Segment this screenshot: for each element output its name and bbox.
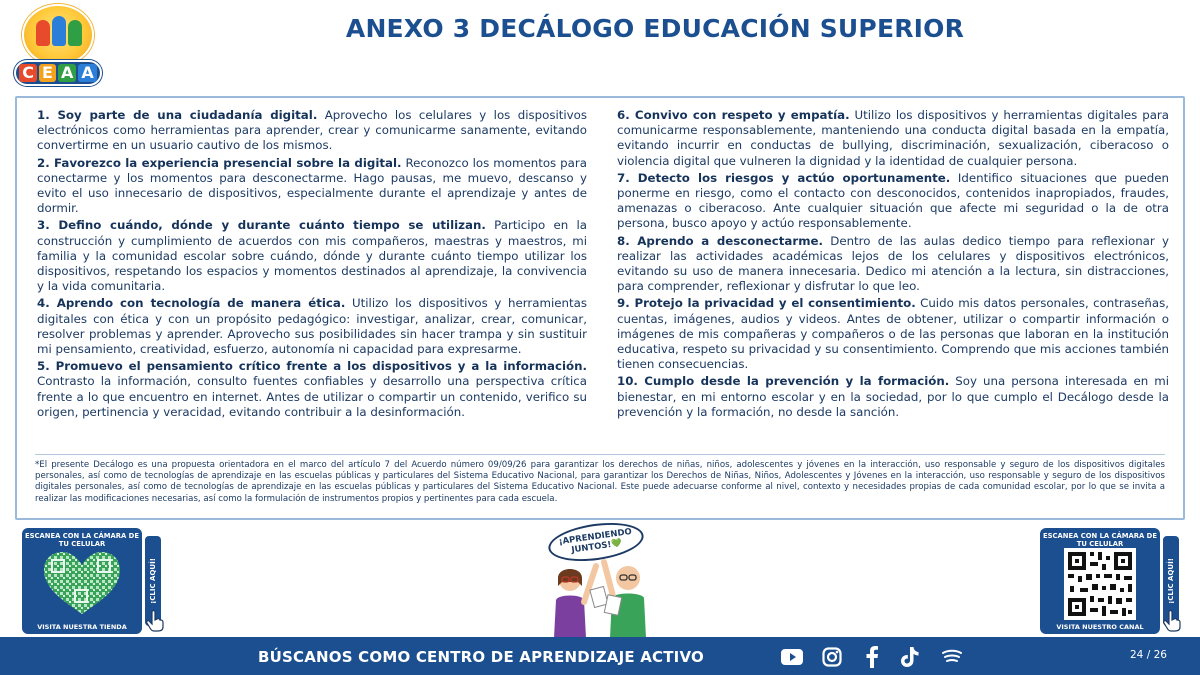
store-qr-card[interactable] [22, 528, 142, 634]
decalogo-item-1: 1. Soy parte de una ciudadanía digital. Aprovecho los celulares y los dispositivos electrónicos como herramientas para aprender, crear y comunicarme sanamente, evitando convertirme en un usuario cautivo de los mismos. [37, 108, 587, 153]
click-tab-label: ¡CLIC AQUÍ! [1167, 558, 1176, 604]
pointer-hand-icon [1163, 610, 1181, 636]
qr-caption-bottom: VISITA NUESTRO CANAL [1056, 623, 1144, 631]
footnote: *El presente Decálogo es una propuesta orientadora en el marco del artículo 7 del Acuerdo número 09/09/26 para garantizar los derechos de niñas, niños, adolescentes y jóvenes en la interacción, uso responsable y seguro de los dispositivos digitales personales, así como de tecnologías de aprendizaje en las escuelas públicas y particulares del Sistema Educativo Nacional, para garantizar los Derechos de Niñas, Niños, Adolescentes y Jóvenes en la interacción, uso responsable y seguro de los dispositivos digitales personales, así como de tecnologías de aprendizaje en las escuelas públicas y particulares del Sistema Educativo Nacional. Este puede adecuarse conforme al nivel, contexto y necesidades propias de cada comunidad escolar, por lo que se invita a realizar las modificaciones necesarias, así como la formulación de instrumentos propios y pertinentes para cada escuela. [35, 460, 1165, 504]
decalogo-item-6: 6. Convivo con respeto y empatía. Utilizo los dispositivos y herramientas digitales para comunicarme responsablemente, manteniendo una conducta digital basada en la empatía, evitando incurrir en conductas de bullying, discriminación, sexualización, ciberacoso o violencia digital que vulneren la dignidad y la identidad de cualquier persona. [617, 108, 1170, 168]
podcast-icon[interactable] [940, 645, 964, 669]
decalogo-item-3: 3. Defino cuándo, dónde y durante cuánto tiempo se utilizan. Participo en la construcción y cumplimiento de acuerdos con mis compañeros, maestras y maestros, mi familia y la comunidad escolar sobre cuándo, dónde y durante cuánto tiempo utilizar los dispositivos, respetando los espacios y momentos destinados al aprendizaje, la convivencia y la vida comunitaria. [37, 218, 587, 294]
decalogo-column-left [37, 108, 587, 422]
qr-caption-bottom: VISITA NUESTRA TIENDA [37, 623, 127, 631]
facebook-icon[interactable] [860, 645, 884, 669]
decalogo-column-right [617, 108, 1169, 422]
qr-code-icon [1064, 548, 1136, 620]
footnote-divider [35, 454, 1165, 455]
qr-caption-top: ESCANEA CON LA CÁMARA DE TU CELULAR [1043, 532, 1157, 548]
youtube-icon[interactable] [780, 645, 804, 669]
speech-bubble-text: ¡APRENDIENDO JUNTOS!💚 [558, 526, 633, 556]
ceaa-logo [14, 4, 102, 86]
qr-caption-top: ESCANEA CON LA CÁMARA DE TU CELULAR [25, 532, 139, 548]
channel-qr-card[interactable] [1040, 528, 1160, 634]
logo-badge: C E A A [14, 60, 102, 86]
decalogo-item-2: 2. Favorezco la experiencia presencial sobre la digital. Reconozco los momentos para conectarme y los momentos para desconectarme. Hago pausas, me muevo, descanso y evito el uso innecesario de dispositivos, especialmente durante el aprendizaje y antes de dormir. [37, 155, 587, 216]
decalogo-item-10: 10. Cumplo desde la prevención y la formación. Soy una persona interesada en mi bienestar, en mi entorno escolar y en la sociedad, por lo que cumplo el Decálogo desde la prevención y la formación, no desde la sanción. [617, 374, 1169, 419]
decalogo-item-9: 9. Protejo la privacidad y el consentimiento. Cuido mis datos personales, contraseñas, cuentas, imágenes, audios y videos. Antes de obtener, utilizar o compartir información o imágenes de mis compañeras y compañeros o de las personas que laboran en la institución educativa, respeto su privacidad y su consentimiento. Comprendo que mis acciones también tienen consecuencias. [617, 296, 1169, 372]
tiktok-icon[interactable] [898, 645, 922, 669]
page-number: 24 / 26 [1130, 649, 1167, 661]
footer-slogan: BÚSCANOS COMO CENTRO DE APRENDIZAJE ACTIVO [258, 648, 704, 666]
teachers-illustration [540, 558, 660, 638]
pointer-hand-icon [146, 610, 164, 636]
instagram-icon[interactable] [820, 645, 844, 669]
decalogo-item-7: 7. Detecto los riesgos y actúo oportunamente. Identifico situaciones que pueden ponerme en riesgo, como el contacto con desconocidos, contenidos inapropiados, fraudes, amenazas o ciberacoso. Ante cualquier situación que afecte mi seguridad o la de otra persona, busco apoyo y actúo responsablemente. [617, 170, 1169, 231]
heart-qr-code-icon [42, 550, 122, 616]
logo-emblem [22, 4, 94, 66]
click-tab-label: ¡CLIC AQUÍ! [149, 558, 158, 604]
decalogo-item-8: 8. Aprendo a desconectarme. Dentro de las aulas dedico tiempo para reflexionar y realizar las actividades académicas lejos de los celulares y dispositivos electrónicos, evitando su uso de manera innecesaria. Dedico mi atención a la lectura, sin distracciones, para comprender, reflexionar y disfrutar lo que leo. [617, 233, 1169, 294]
page-title: ANEXO 3 DECÁLOGO EDUCACIÓN SUPERIOR [345, 14, 965, 43]
decalogo-item-4: 4. Aprendo con tecnología de manera ética. Utilizo los dispositivos y herramientas digitales con ética y con un propósito pedagógico: investigar, analizar, crear, comunicar, resolver problemas y aprender. Aprovecho sus posibilidades sin hacer trampa y sin sustituir mi pensamiento, creatividad, esfuerzo, autonomía ni capacidad para expresarme. [37, 296, 587, 357]
decalogo-item-5: 5. Promuevo el pensamiento crítico frente a los dispositivos y a la información. Contrasto la información, consulto fuentes confiables y desarrollo una perspectiva crítica frente a lo que encuentro en internet. Antes de utilizar o compartir un contenido, verifico su origen, pertinencia y veracidad, evitando contribuir a la desinformación. [37, 359, 587, 419]
decalogo-panel [15, 96, 1185, 520]
